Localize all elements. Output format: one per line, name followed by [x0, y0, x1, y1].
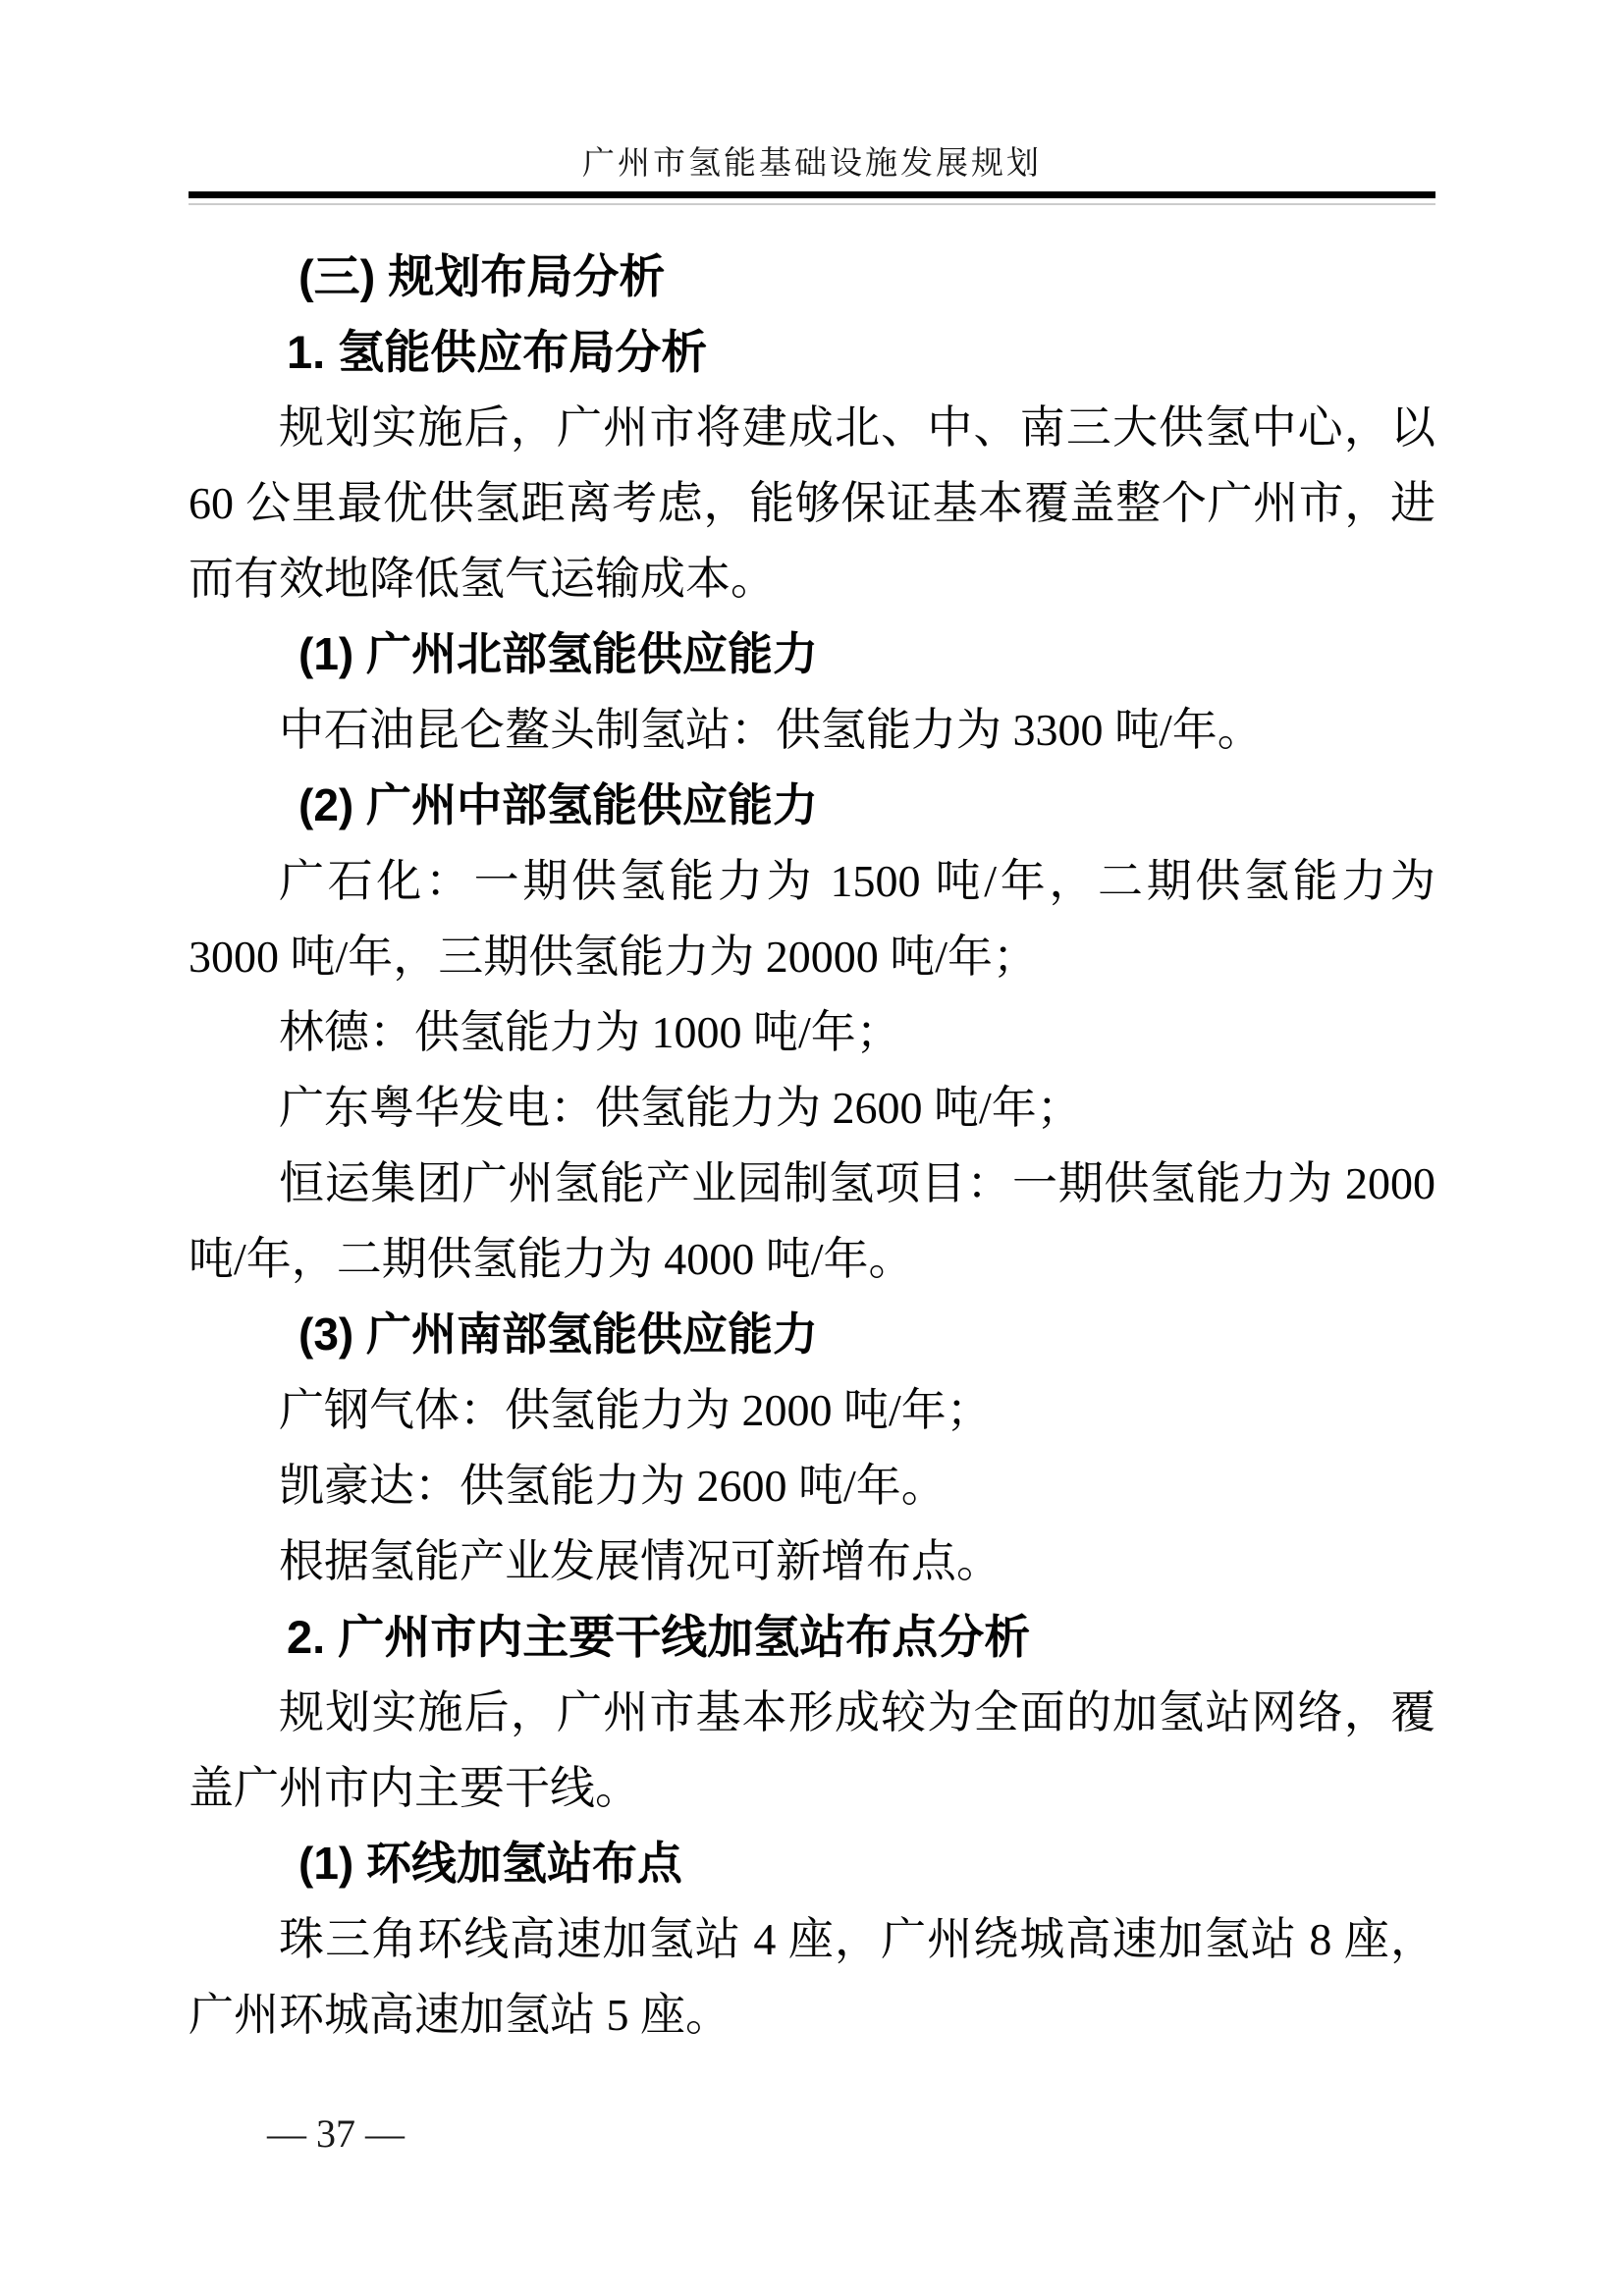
paragraph-guangshihua: 广石化：一期供氢能力为 1500 吨/年，二期供氢能力为 3000 吨/年，三期供氢能力为 20000 吨/年； [189, 856, 1435, 982]
item-heading-north-supply: (1) 广州北部氢能供应能力 [298, 628, 818, 679]
page-number: — 37 — [267, 2111, 405, 2156]
paragraph-supply-overview: 规划实施后，广州市将建成北、中、南三大供氢中心，以 60 公里最优供氢距离考虑，能够保证基本覆盖整个广州市，进而有效地降低氢气运输成本。 [189, 402, 1435, 604]
paragraph-station-network: 规划实施后，广州市基本形成较为全面的加氢站网络，覆盖广州市内主要干线。 [189, 1687, 1435, 1813]
item-heading-central-supply: (2) 广州中部氢能供应能力 [298, 779, 818, 830]
header-title: 广州市氢能基础设施发展规划 [582, 146, 1042, 182]
subsection-heading-1: 1. 氢能供应布局分析 [287, 326, 708, 378]
header-rule [189, 191, 1435, 198]
section-heading-3: (三) 规划布局分析 [298, 250, 666, 302]
paragraph-ring-stations: 珠三角环线高速加氢站 4 座，广州绕城高速加氢站 8 座，广州环城高速加氢站 5 座。 [189, 1914, 1435, 2040]
subsection-heading-2: 2. 广州市内主要干线加氢站布点分析 [287, 1611, 1031, 1663]
paragraph-kaihaoda: 凯豪达：供氢能力为 2600 吨/年。 [279, 1461, 947, 1511]
paragraph-new-sites-note: 根据氢能产业发展情况可新增布点。 [279, 1536, 1001, 1586]
item-heading-south-supply: (3) 广州南部氢能供应能力 [298, 1308, 818, 1360]
paragraph-guanggang-gas: 广钢气体：供氢能力为 2000 吨/年； [279, 1385, 992, 1435]
paragraph-linde: 林德：供氢能力为 1000 吨/年； [279, 1007, 901, 1057]
header-rule-shadow [189, 203, 1435, 205]
paragraph-yuehua-power: 广东粤华发电：供氢能力为 2600 吨/年； [279, 1083, 1082, 1133]
paragraph-hengyun-group: 恒运集团广州氢能产业园制氢项目：一期供氢能力为 2000 吨/年，二期供氢能力为 4000 吨/年。 [189, 1158, 1435, 1284]
document-body [189, 239, 1435, 2053]
item-heading-ring-stations: (1) 环线加氢站布点 [298, 1838, 682, 1889]
paragraph-north-supply: 中石油昆仑鳌头制氢站：供氢能力为 3300 吨/年。 [279, 705, 1263, 755]
